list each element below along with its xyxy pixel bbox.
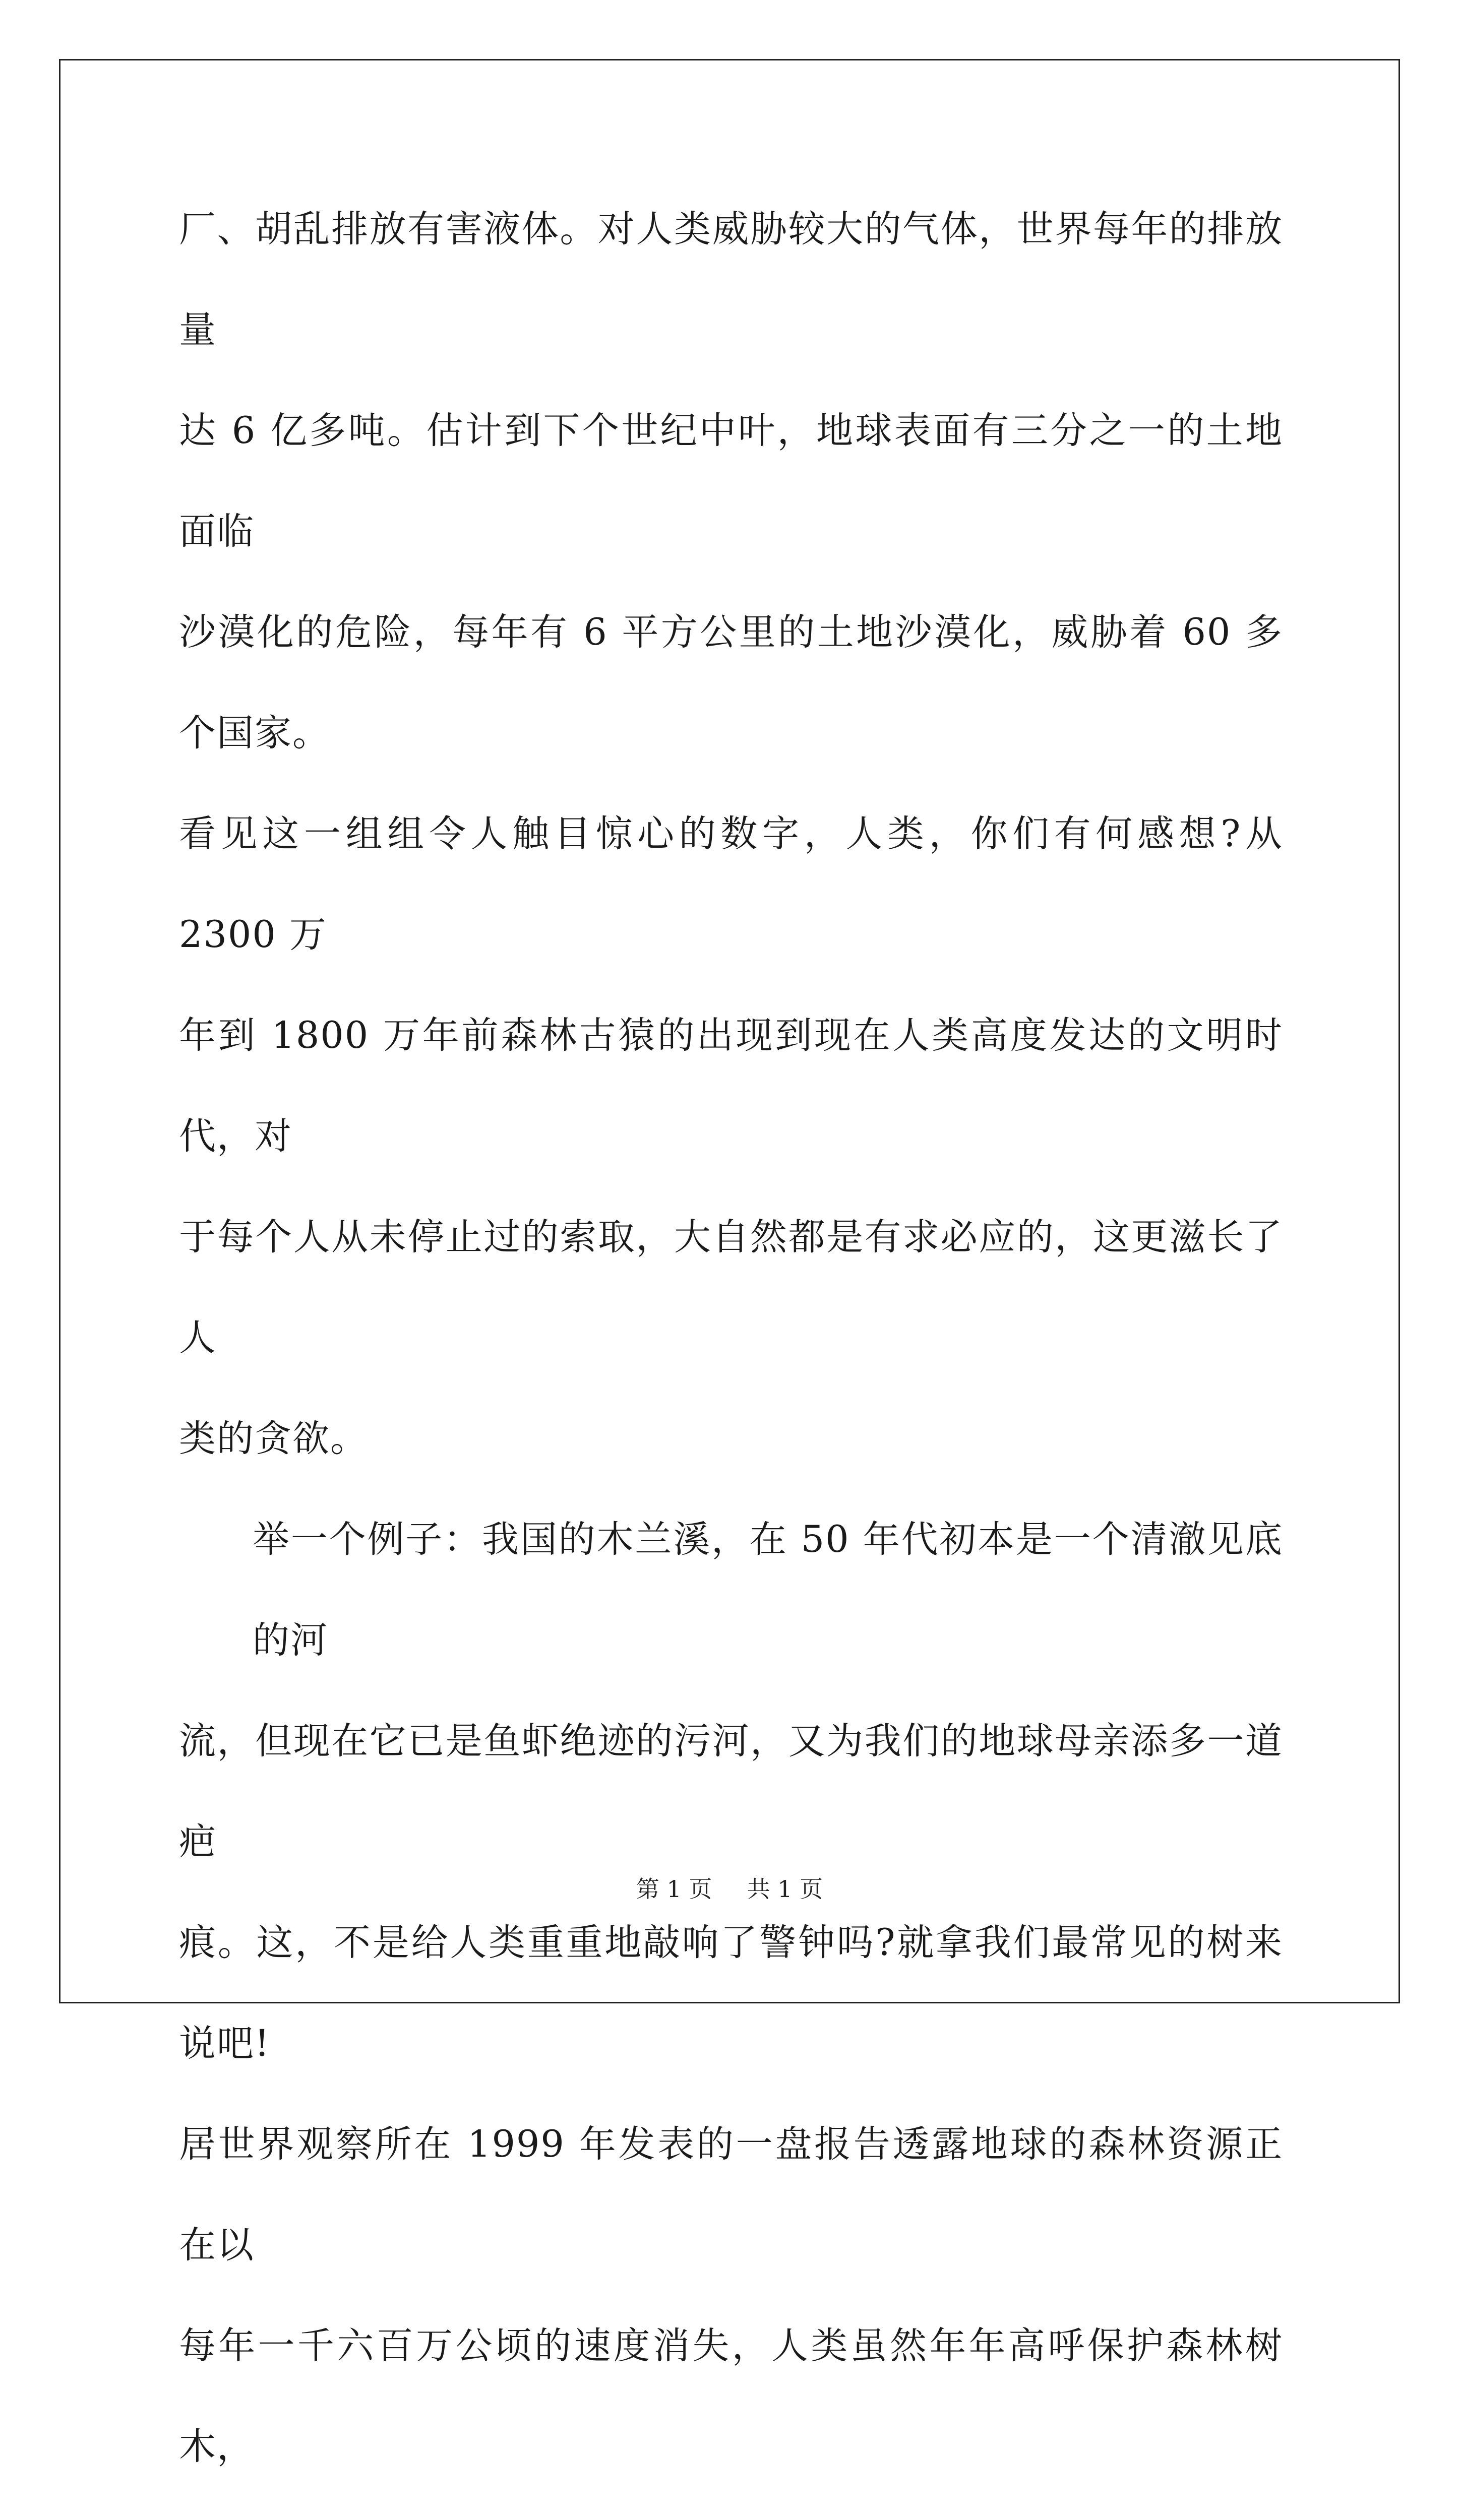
text-line: 看见这一组组令人触目惊心的数字，人类，你们有何感想?从 2300 万 xyxy=(179,812,1283,956)
text-line: 每年一千六百万公顷的速度消失，人类虽然年年高呼保护森林树木， xyxy=(179,2324,1283,2468)
text-line: 类的贪欲。 xyxy=(179,1417,368,1460)
paragraph-1 xyxy=(179,179,1283,1489)
text-line xyxy=(179,2497,1283,2520)
text-line: 居世界观察所在 1999 年发表的一盘报告透露地球的森林资源正在以 xyxy=(179,2123,1283,2266)
text-line: 流，但现在它已是鱼虾绝迹的污河，又为我们的地球母亲添多一道疤 xyxy=(179,1720,1283,1863)
text-line: 年到 1800 万年前森林古猿的出现到现在人类高度发达的文明时代，对 xyxy=(179,1014,1283,1158)
page-total: 共 1 页 xyxy=(747,1875,823,1903)
page-footer xyxy=(0,1874,1459,1904)
paragraph-2 xyxy=(179,1489,1283,2520)
text-line: 于每个人从未停止过的索取，大自然都是有求必应的，这更滋长了人 xyxy=(179,1216,1283,1359)
text-line: 厂、胡乱排放有害液体。对人类威胁较大的气体，世界每年的排放量 xyxy=(179,208,1283,351)
text-line: 举一个例子：我国的木兰溪，在 50 年代初本是一个清澈见底的河 xyxy=(253,1518,1283,1662)
text-line: 痕。这，不是给人类重重地敲响了警钟吗?就拿我们最常见的树来说吧! xyxy=(179,1921,1283,2065)
page-number: 第 1 页 xyxy=(636,1875,712,1903)
document-body xyxy=(179,179,1283,2520)
text-line: 沙漠化的危险，每年有 6 平方公里的土地沙漠化，威胁着 60 多个国家。 xyxy=(179,611,1283,754)
text-line: 达 6 亿多吨。估计到下个世纪中叶，地球表面有三分之一的土地面临 xyxy=(179,409,1283,553)
